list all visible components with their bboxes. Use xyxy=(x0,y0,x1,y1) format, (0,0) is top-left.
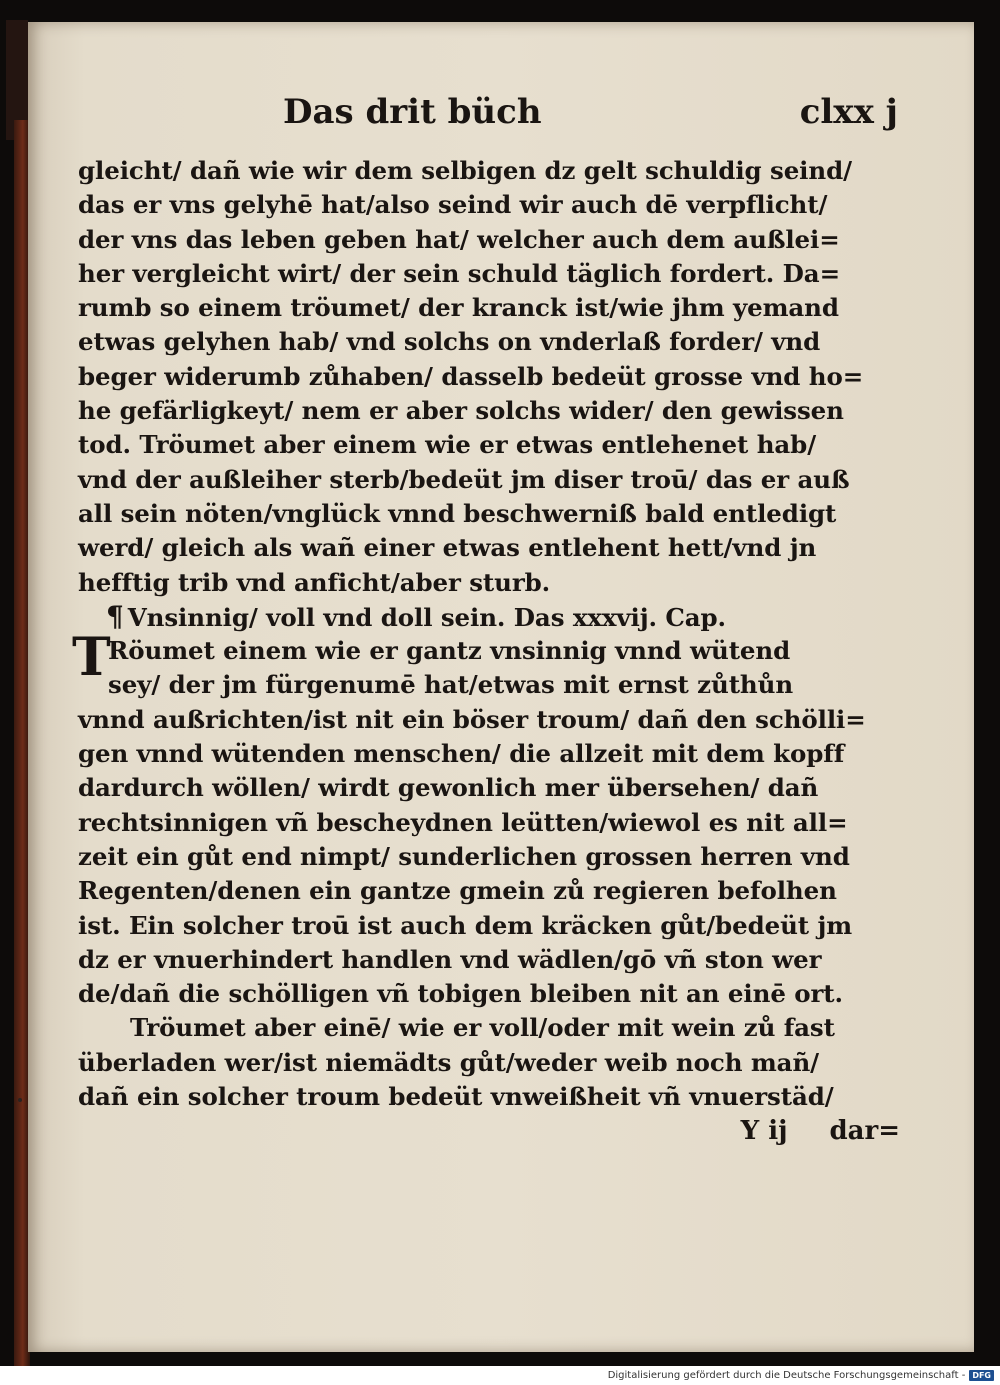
text-line: hefftig trib vnd anficht/aber sturb. xyxy=(78,567,551,597)
folio-number: clxx j xyxy=(799,92,898,132)
text-line: gen vnnd wütenden menschen/ die allzeit mit dem kopff xyxy=(78,739,845,769)
text-line: der vns das leben geben hat/ welcher auch dem außlei= xyxy=(78,224,840,254)
text-line: gleicht/ dañ wie wir dem selbigen dz gelt schuldig seind/ xyxy=(78,156,852,185)
drop-cap: T xyxy=(72,627,111,689)
text-line: her vergleicht wirt/ der sein schuld täglich fordert. Da= xyxy=(78,258,841,288)
running-title: Das drit büch xyxy=(283,92,542,132)
dfg-logo-icon: DFG xyxy=(969,1370,994,1381)
text-line: all sein nöten/vnglück vnnd beschwerniß bald entledigt xyxy=(78,498,837,528)
footer-credit: Digitalisierung gefördert durch die Deutsche Forschungsgemeinschaft - xyxy=(607,1370,966,1381)
chapter-heading-text: Vnsinnig/ voll vnd doll sein. Das xxxvij. Cap. xyxy=(127,602,726,632)
text-line: etwas gelyhen hab/ vnd solchs on vnderlaß forder/ vnd xyxy=(78,327,821,357)
paragraph-3 xyxy=(78,1011,908,1114)
text-line: Tröumet aber einē/ wie er voll/oder mit wein zů fast xyxy=(130,1013,835,1043)
running-head xyxy=(78,92,908,154)
text-line: überladen wer/ist niemädts gůt/weder weib noch mañ/ xyxy=(78,1047,820,1077)
text-line: sey/ der jm fürgenumē hat/etwas mit ernst zůthůn xyxy=(108,670,794,700)
margin-mark xyxy=(18,1098,22,1102)
text-line: vnnd außrichten/ist nit ein böser troum/ dañ den schölli= xyxy=(78,704,866,734)
text-line: tod. Tröumet aber einem wie er etwas entlehenet hab/ xyxy=(78,430,817,460)
text-line: rechtsinnigen vñ bescheydnen leütten/wiewol es nit all= xyxy=(78,807,848,837)
text-line: das er vns gelyhē hat/also seind wir auch dē verpflicht/ xyxy=(78,190,828,220)
text-line: rumb so einem tröumet/ der kranck ist/wie jhm yemand xyxy=(78,293,839,323)
book-page xyxy=(28,22,974,1352)
text-line: he gefärligkeyt/ nem er aber solchs wider/ den gewissen xyxy=(78,396,844,426)
text-line: dardurch wöllen/ wirdt gewonlich mer übersehen/ dañ xyxy=(78,773,819,803)
text-line: werd/ gleich als wañ einer etwas entlehent hett/vnd jn xyxy=(78,533,817,563)
text-line: dz er vnuerhindert handlen vnd wädlen/gō vñ ston wer xyxy=(78,944,822,974)
paragraph-2 xyxy=(72,627,908,1011)
text-line: dañ ein solcher troum bedeüt vnweißheit vñ vnuerstäd/ xyxy=(78,1082,834,1112)
text-block xyxy=(72,92,908,1148)
signature-mark: Y ij xyxy=(740,1116,788,1147)
text-line: de/dañ die schölligen vñ tobigen bleiben nit an einē ort. xyxy=(78,979,843,1009)
paragraph-1 xyxy=(78,154,908,600)
text-line: beger widerumb zůhaben/ dasselb bedeüt grosse vnd ho= xyxy=(78,361,864,391)
text-line: zeit ein gůt end nimpt/ sunderlichen grossen herren vnd xyxy=(78,841,850,871)
text-line: ist. Ein solcher troū ist auch dem kräcken gůt/bedeüt jm xyxy=(78,910,853,940)
text-line: vnd der außleiher sterb/bedeüt jm diser troū/ das er auß xyxy=(78,464,850,494)
footer-bar xyxy=(0,1366,1000,1385)
catchword: dar= xyxy=(829,1116,900,1147)
pilcrow-icon: ¶ xyxy=(106,599,124,633)
text-line: Röumet einem wie er gantz vnsinnig vnnd wütend xyxy=(108,636,791,666)
chapter-heading xyxy=(78,600,908,634)
signature-line xyxy=(78,1114,908,1148)
text-line: Regenten/denen ein gantze gmein zů regieren befolhen xyxy=(78,876,837,906)
